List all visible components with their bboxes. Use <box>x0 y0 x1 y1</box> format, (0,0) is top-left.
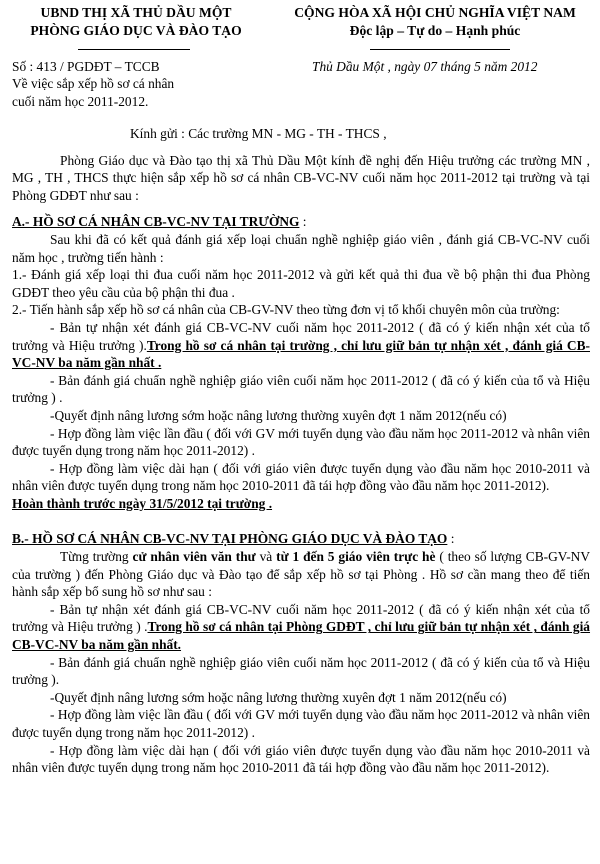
document-subject <box>12 75 272 110</box>
place-and-date: Thủ Dầu Một , ngày 07 tháng 5 năm 2012 <box>312 59 538 74</box>
nation-line-1: CỘNG HÒA XÃ HỘI CHỦ NGHĨA VIỆT NAM <box>294 5 576 20</box>
section-b-item-1-emphasis: Trong hồ sơ cá nhân tại Phòng GDĐT , chỉ lưu giữ bản tự nhận xét , đánh giá CB-VC-NV ba năm gần nhất. <box>12 619 591 653</box>
nation-line-2: Độc lập – Tự do – Hạnh phúc <box>349 23 521 38</box>
section-a-item-3: -Quyết định nâng lương sớm hoặc nâng lương thường xuyên đợt 1 năm 2012(nếu có) <box>50 407 507 423</box>
issuing-agency <box>2 4 270 40</box>
section-a-deadline: Hoàn thành trước ngày 31/5/2012 tại trường . <box>12 495 273 511</box>
subject-line-2: cuối năm học 2011-2012. <box>12 93 149 109</box>
section-a-p2: 1.- Đánh giá xếp loại thi đua cuối năm học 2011-2012 và gửi kết quả thi đua về bộ phận thi đua Phòng GDĐT theo yêu cầu của bộ phận thi đua . <box>12 267 590 300</box>
section-a-title: A.- HỒ SƠ CÁ NHÂN CB-VC-NV TẠI TRƯỜNG <box>12 214 300 230</box>
agency-line-2: PHÒNG GIÁO DỤC VÀ ĐÀO TẠO <box>30 23 242 38</box>
section-b-item-3: -Quyết định nâng lương sớm hoặc nâng lương thường xuyên đợt 1 năm 2012(nếu có) <box>50 689 507 705</box>
section-b-item-2: - Bản đánh giá chuẩn nghề nghiệp giáo viên cuối năm học 2011-2012 ( đã có ý kiến của tổ và Hiệu trưởng ). <box>12 654 590 688</box>
intro-paragraph: Phòng Giáo dục và Đào tạo thị xã Thủ Dầu Một kính đề nghị đến Hiệu trưởng các trường MN , MG , TH , THCS thực hiện sắp xếp hồ sơ cá nhân CB-VC-NV cuối năm học 2011-2012 tại trường và tại Phòng GDĐT như sau : <box>12 152 590 203</box>
section-b-item-1: - Bản tự nhận xét đánh giá CB-VC-NV cuối năm học 2011-2012 ( đã có ý kiến nhận xét của tổ trưởng và Hiệu trưởng ) .Trong hồ sơ cá nhân tại Phòng GDĐT , chỉ lưu giữ bản tự nhận xét , đánh giá CB-VC-NV ba năm gần nhất. <box>12 601 591 653</box>
section-a-item-4: - Hợp đồng làm việc lần đầu ( đối với GV mới tuyển dụng vào đầu năm học 2011-2012 và nhân viên được tuyển dụng trong năm học 2011-2012) . <box>12 425 590 459</box>
subject-line-1: Về việc sắp xếp hồ sơ cá nhân <box>12 76 175 91</box>
section-b-item-5: - Hợp đồng làm việc dài hạn ( đối với giáo viên được tuyển dụng vào đầu năm học 2010-2011 và nhân viên được tuyển dụng trong năm học 2010-2011 đã tái hợp đồng vào đầu năm học 2011-2012). <box>12 742 590 776</box>
section-a-p3: 2.- Tiến hành sắp xếp hồ sơ cá nhân của CB-GV-NV theo từng đơn vị tổ khối chuyên môn của trường: <box>12 302 560 318</box>
section-b-title: B.- HỒ SƠ CÁ NHÂN CB-VC-NV TẠI PHÒNG GIÁO DỤC VÀ ĐÀO TẠO <box>12 531 448 547</box>
agency-line-1: UBND THỊ XÃ THỦ DẦU MỘT <box>40 5 232 20</box>
section-b-heading: B.- HỒ SƠ CÁ NHÂN CB-VC-NV TẠI PHÒNG GIÁO DỤC VÀ ĐÀO TẠO : <box>12 531 455 547</box>
greeting: Kính gửi : Các trường MN - MG - TH - THCS , <box>130 126 387 141</box>
section-a-heading: A.- HỒ SƠ CÁ NHÂN CB-VC-NV TẠI TRƯỜNG : <box>12 214 307 230</box>
section-a-item-2: - Bản đánh giá chuẩn nghề nghiệp giáo viên cuối năm học 2011-2012 ( đã có ý kiến của tổ và Hiệu trưởng ) . <box>12 372 590 406</box>
document-number: Số : 413 / PGDĐT – TCCB <box>12 59 160 74</box>
section-a-item-1: - Bản tự nhận xét đánh giá CB-VC-NV cuối năm học 2011-2012 ( đã có ý kiến nhận xét của tổ trưởng và Hiệu trưởng ).Trong hồ sơ cá nhân tại trường , chỉ lưu giữ bản tự nhận xét , đánh giá CB-VC-NV ba năm gần nhất . <box>12 319 590 371</box>
section-a-item-1-emphasis: Trong hồ sơ cá nhân tại trường , chỉ lưu giữ bản tự nhận xét , đánh giá CB-VC-NV ba năm gần nhất . <box>12 337 590 371</box>
section-a-p1: Sau khi đã có kết quả đánh giá xếp loại chuẩn nghề nghiệp giáo viên , đánh giá CB-VC-NV cuối năm học , trường tiến hành : <box>12 231 590 265</box>
section-b-item-4: - Hợp đồng làm việc lần đầu ( đối với GV mới tuyển dụng vào đầu năm học 2011-2012 và nhân viên được tuyển dụng trong năm học 2011-2012) . <box>12 707 590 740</box>
agency-underline <box>78 49 190 50</box>
motto-underline <box>370 49 510 50</box>
document-header <box>0 4 600 64</box>
section-a-item-5: - Hợp đồng làm việc dài hạn ( đối với giáo viên được tuyển dụng vào đầu năm học 2010-2011 và nhân viên được tuyển dụng trong năm học 2010-2011 đã tái hợp đồng vào đầu năm học 2011-2012). <box>12 460 590 494</box>
national-motto <box>270 4 600 40</box>
document-body <box>12 125 590 777</box>
section-b-p1: Từng trường cử nhân viên văn thư và từ 1 đến 5 giáo viên trực hè ( theo số lượng CB-GV-NV của trường ) đến Phòng Giáo dục và Đào tạo để sắp xếp hồ sơ tại Phòng . Hồ sơ cần mang theo để tiến hành sắp xếp bổ sung hồ sơ như sau : <box>12 549 591 600</box>
